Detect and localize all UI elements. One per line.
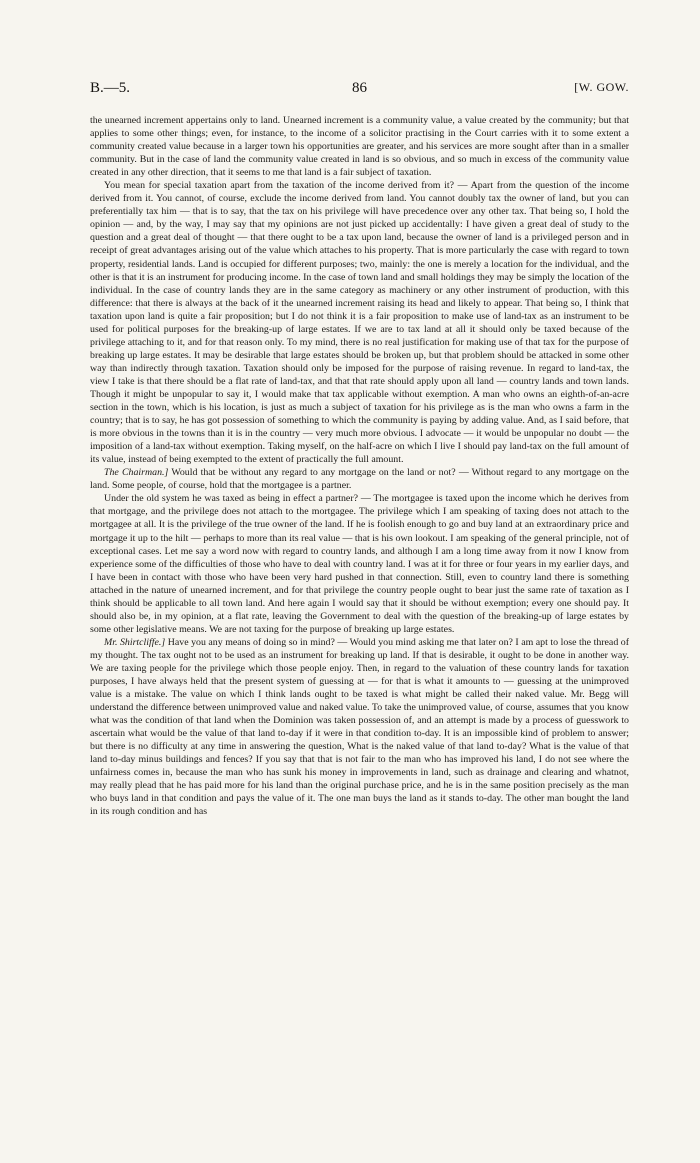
paragraph-text: Have you any means of doing so in mind? — Would you mind asking me that later on? I am apt to lose the thread of my thought. The tax ought not to be used as an instrument for breaking up land. If that is desirable, it ought to be done in another way. We are taxing people for the privilege which those people enjoy. Then, in regard to the valuation of these country lands for taxation purposes, I have always held that the present system of guessing at — for that is what it amounts to — guessing at the unimproved value is a mistake. The value on which I think lands ought to be taxed is what might be called their naked value. Mr. Begg will understand the difference between unimproved value and naked value. To take the unimproved value, of course, assumes that you know what was the condition of that land when the Dominion was taken possession of, and an attempt is made by a process of guesswork to ascertain what would be the value of that land to-day if it were in that condition to-day. It is an impossible kind of problem to answer; but there is no difficulty at any time in answering the question, What is the naked value of that land to-day? What is the value of that land to-day minus buildings and fences? If you say that that is not fair to the man who has improved his land, I do not see where the unfairness comes in, because the man who has sunk his money in improvements in land, such as drainage and clearing and whatnot, may really plead that he has paid more for his land than the original purchase price, and he is in the same position precisely as the man who buys land in that condition and pays the value of it. The one man buys the land as it stands to-day. The other man bought the land in its rough condition and has: [90, 636, 629, 818]
paragraph: [90, 636, 629, 819]
paragraph-text: You mean for special taxation apart from the taxation of the income derived from it? — Apart from the question of the income derived from it. You cannot, of course, exclude the income derived from land. You cannot doubly tax the owner of land, but you can preferentially tax him — that is to say, that the tax on his privilege will have precedence over any other tax. That being so, I hold the opinion — and, by the way, I may say that my opinions are not just picked up accidentally: I have given a great deal of study to the question and a great deal of thought — that there ought to be a tax upon land, because the owner of land is a privileged person and in receipt of great advantages arising out of the value which attaches to his property. That is more particularly the case with regard to town property, residential lands. Land is occupied for different purposes; two, mainly: the one is merely a location for the individual, and the other is that it is an instrument for producing income. In the case of town land and small holdings they may be simply the location of the individual. In the case of country lands they are in the same category as machinery or any other instrument of production, with this difference: that there is always at the back of it the unearned increment raising its head and likely to appear. That being so, I think that taxation upon land is quite a fair proposition; but I do not think it is a fair proposition to make use of land-tax as an instrument to be used for political purposes for the breaking-up of large estates. If we are to tax land at all it should only be taxed because of the privilege attaching to it, and for that reason only. To my mind, there is no real justification for making use of that tax for the purpose of breaking up large estates. It may be desirable that large estates should be broken up, but that problem should be attacked in some other way than indirectly through taxation. Taxation should only be imposed for the purpose of raising revenue. In regard to land-tax, the view I take is that there should be a flat rate of land-tax, and that that rate should apply upon all land — country lands and town lands. Though it might be unpopular to say it, I would make that tax applicable without exemption. A man who owns an eighth-of-an-acre section in the town, which is his location, is just as much a subject of taxation for his privilege as is the man who owns a farm in the country; that is to say, he has got possession of something to which the community is paying by adding value. And, as I said before, that is more obvious in the towns than it is in the country — very much more obvious. I advocate — it would be unpopular no doubt — the imposition of a land-tax without exemption. Taking myself, on the half-acre on which I live I should pay land-tax on the full amount of its value, instead of being exempted to the extent of practically the full amount.: [90, 180, 629, 466]
paragraph: [90, 466, 629, 492]
witness-name: [W. GOW.: [574, 80, 629, 94]
paragraph-text: Would that be without any regard to any mortgage on the land or not? — Without regard to any mortgage on the land. Some people, of course, hold that the mortgagee is a partner.: [90, 467, 629, 492]
document-body: [90, 114, 629, 819]
paragraph: [90, 114, 629, 179]
speaker-label: Mr. Shirtcliffe.]: [104, 636, 166, 648]
paragraph: [90, 492, 629, 636]
page-header: [90, 80, 629, 104]
paragraph-text: the unearned increment appertains only to land. Unearned increment is a community value, a value created by the community; but that applies to some other things; even, for instance, to the income of a solicitor practising in the Court carries with it to some extent a community created value because in a larger town his opportunities are greater, and his services are more sought after than in a smaller community. But in the case of land the community value created in land is so obvious, and so much in excess of the community value created in any other direction, that it seems to me that land is a fair subject of taxation.: [90, 115, 629, 179]
document-page: [90, 80, 629, 1140]
paragraph: [90, 179, 629, 466]
paragraph-text: Under the old system he was taxed as being in effect a partner? — The mortgagee is taxed upon the income which he derives from that mortgage, and the privilege does not attach to the mortgagee. The privilege which I am speaking of taxing does not attach to the mortgagee at all. It is the privilege of the true owner of the land. If he is foolish enough to go and buy land at an extraordinary price and mortgage it up to the hilt — perhaps to more than its real value — that is his own lookout. I am speaking of the general principle, not of exceptional cases. Let me say a word now with regard to country lands, and although I am a long time away from it now I know from experience some of the difficulties of those who have to deal with country land. I was at it for three or four years in my earlier days, and I have been in contact with those who have been very hard pushed in that connection. Still, even to country land there is something attached in the nature of unearned increment, and for that privilege the country people ought to bear just the same rate of taxation as I think should be applicable to all town land. And here again I would say that it should be without exemption; every one should pay. It should also be, in my opinion, at a flat rate, leaving the Government to deal with the question of the breaking-up of large estates by some other legislative means. We are not taxing for the purpose of breaking up large estates.: [90, 493, 629, 635]
parliamentary-paper-reference: B.—5.: [90, 80, 131, 96]
page-number: 86: [352, 80, 367, 96]
speaker-label: The Chairman.]: [104, 467, 169, 479]
